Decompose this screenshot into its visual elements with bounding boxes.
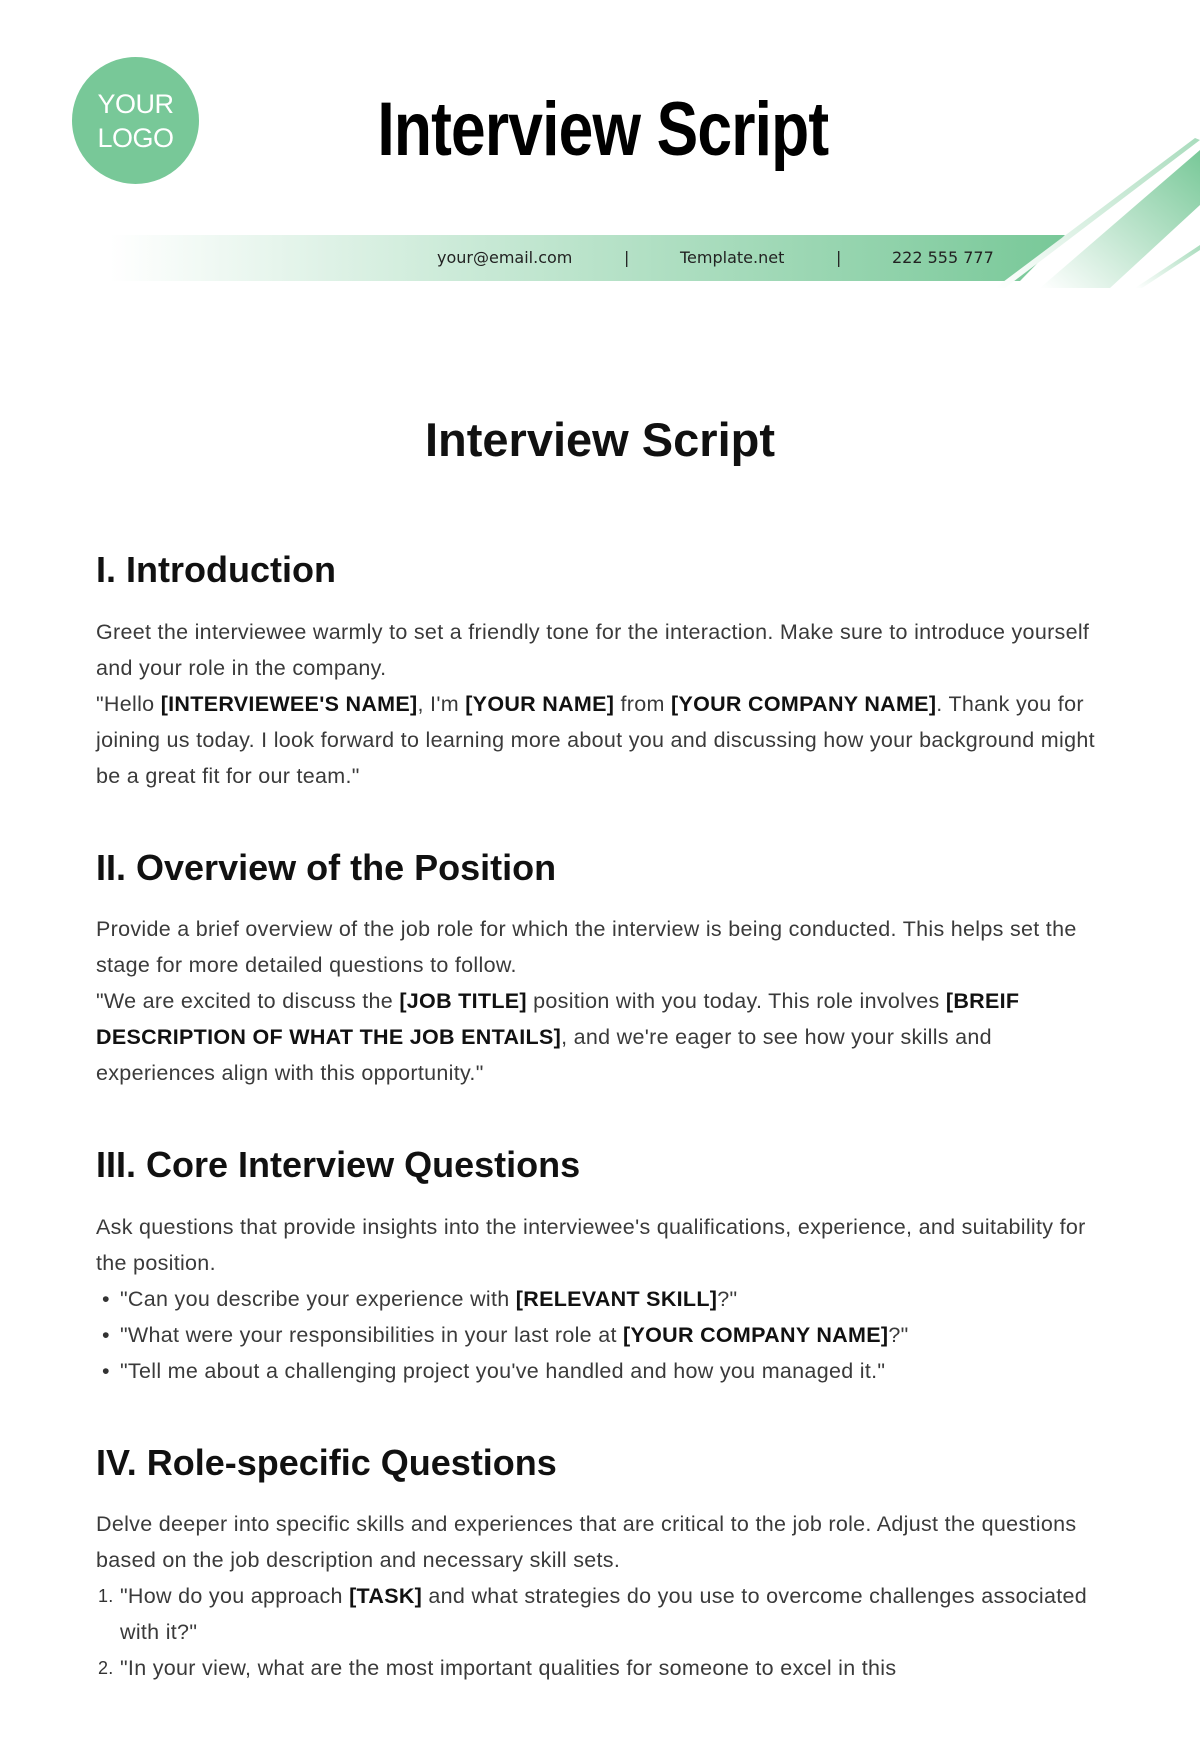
document-title: Interview Script [425, 413, 775, 466]
section-heading: IV. Role-specific Questions [96, 1441, 557, 1483]
list-item: 1. "How do you approach [TASK] and what strategies do you use to overcome challenges associated with it?" [98, 1584, 1088, 1645]
contact-email: your@email.com [437, 248, 573, 267]
placeholder: [INTERVIEWEE'S NAME] [160, 691, 418, 716]
section-role-specific [96, 1443, 1106, 1687]
placeholder: [YOUR COMPANY NAME] [670, 691, 937, 716]
header-title: Interview Script [377, 87, 829, 172]
contact-phone: 222 555 777 [892, 248, 994, 267]
placeholder: [YOUR NAME] [465, 691, 615, 716]
section-paragraph: Greet the interviewee warmly to set a friendly tone for the interaction. Make sure to introduce yourself and your role in the company. [96, 619, 1090, 680]
section-heading: I. Introduction [96, 549, 336, 590]
list-item: • "What were your responsibilities in your last role at [YOUR COMPANY NAME]?" [102, 1322, 909, 1347]
list-item: • "Can you describe your experience with [RELEVANT SKILL]?" [102, 1286, 738, 1311]
section-heading: III. Core Interview Questions [96, 1144, 581, 1186]
contact-website: Template.net [680, 248, 785, 267]
contact-bar [0, 235, 1200, 281]
section-heading: II. Overview of the Position [96, 846, 557, 888]
numbered-question-list [96, 1578, 1106, 1686]
placeholder: [BREIF DESCRIPTION OF WHAT THE JOB ENTAILS] [96, 989, 1020, 1050]
section-introduction [96, 550, 1106, 794]
sample-script-quote: "Hello [INTERVIEWEE'S NAME], I'm [YOUR NAME] from [YOUR COMPANY NAME]. Thank you for joining us today. I look forward to learning more about you and discussing how your background might be a great fit for our team." [96, 691, 1095, 788]
list-item: 2. "In your view, what are the most important qualities for someone to excel in this [98, 1656, 897, 1681]
placeholder: [TASK] [349, 1584, 423, 1609]
section-core-questions [96, 1145, 1106, 1389]
section-paragraph: Delve deeper into specific skills and experiences that are critical to the job role. Adjust the questions based on the job description and necessary skill sets. [96, 1512, 1077, 1573]
document-body [96, 550, 1106, 1740]
logo-text: YOUR LOGO [97, 88, 174, 153]
sample-script-quote: "We are excited to discuss the [JOB TITLE] position with you today. This role involves [BREIF DESCRIPTION OF WHAT THE JOB ENTAILS], and we're eager to see how your skills and experiences align with this opportunity." [96, 989, 1020, 1086]
contact-separator: | [836, 248, 842, 267]
section-paragraph: Provide a brief overview of the job role for which the interview is being conducted. This helps set the stage for more detailed questions to follow. [96, 917, 1077, 978]
list-item: • "Tell me about a challenging project you've handled and how you managed it." [102, 1358, 886, 1383]
section-overview [96, 848, 1106, 1092]
placeholder: [RELEVANT SKILL] [515, 1286, 718, 1311]
section-paragraph: Ask questions that provide insights into the interviewee's qualifications, experience, and suitability for the position. [96, 1214, 1086, 1275]
placeholder: [JOB TITLE] [399, 989, 527, 1014]
question-list [96, 1281, 1106, 1389]
placeholder: [YOUR COMPANY NAME] [623, 1322, 889, 1347]
contact-separator: | [624, 248, 630, 267]
